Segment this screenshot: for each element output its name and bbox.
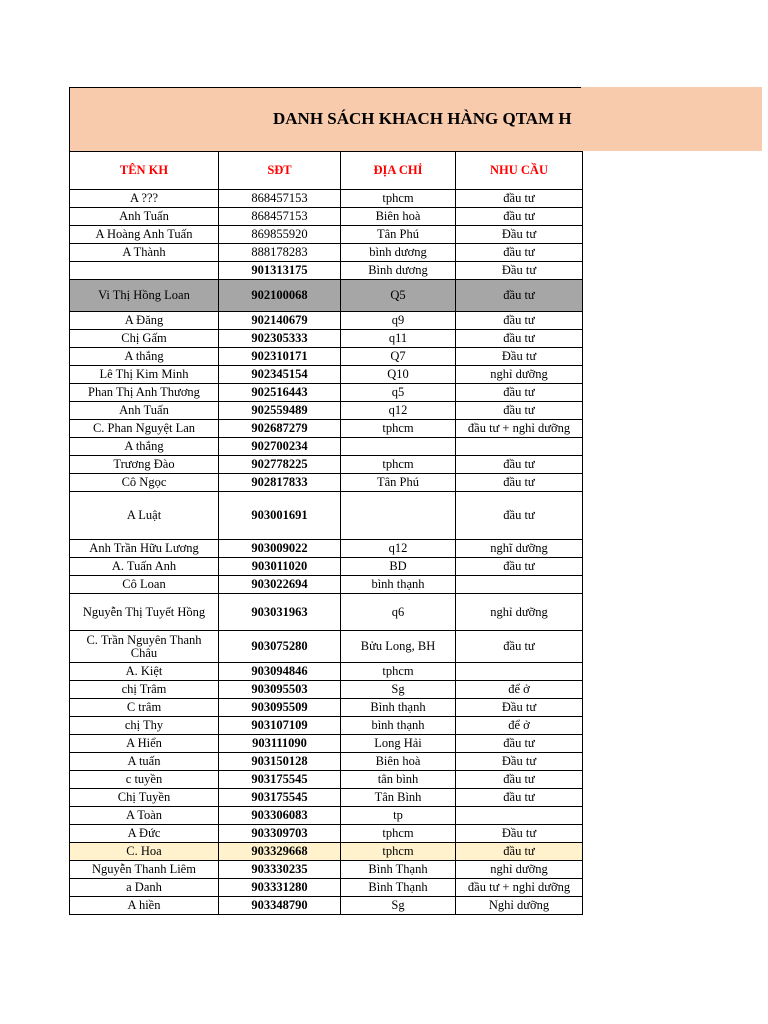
table-row bbox=[70, 594, 583, 631]
table-row bbox=[70, 789, 583, 807]
table-row bbox=[70, 807, 583, 825]
cell-need[interactable]: Đầu tư bbox=[456, 226, 583, 244]
cell-need[interactable] bbox=[456, 663, 583, 681]
cell-phone[interactable]: 903175545 bbox=[219, 771, 341, 789]
table-row bbox=[70, 861, 583, 879]
cell-name[interactable]: chị Trâm bbox=[70, 681, 219, 699]
cell-phone[interactable]: 902687279 bbox=[219, 420, 341, 438]
cell-address[interactable]: Bửu Long, BH bbox=[341, 631, 456, 663]
cell-need[interactable]: đầu tư bbox=[456, 402, 583, 420]
cell-need[interactable]: đầu tư bbox=[456, 735, 583, 753]
cell-need[interactable]: Đầu tư bbox=[456, 753, 583, 771]
cell-address[interactable]: Long Hải bbox=[341, 735, 456, 753]
cell-need[interactable]: đầu tư bbox=[456, 558, 583, 576]
cell-name[interactable]: A. Kiệt bbox=[70, 663, 219, 681]
cell-need[interactable]: đầu tư bbox=[456, 789, 583, 807]
cell-address[interactable]: Biên hoà bbox=[341, 753, 456, 771]
cell-phone[interactable]: 903329668 bbox=[219, 843, 341, 861]
cell-phone[interactable]: 903331280 bbox=[219, 879, 341, 897]
cell-address[interactable]: Biên hoà bbox=[341, 208, 456, 226]
cell-name[interactable] bbox=[70, 262, 219, 280]
cell-need[interactable] bbox=[456, 438, 583, 456]
table-row bbox=[70, 348, 583, 366]
table-row bbox=[70, 312, 583, 330]
header-row bbox=[70, 152, 583, 190]
cell-address[interactable]: Tân Phú bbox=[341, 474, 456, 492]
table-row-highlighted bbox=[70, 843, 583, 861]
cell-phone[interactable]: 903011020 bbox=[219, 558, 341, 576]
cell-name[interactable]: Cô Ngọc bbox=[70, 474, 219, 492]
cell-need[interactable]: đầu tư bbox=[456, 244, 583, 262]
cell-need[interactable]: đầu tư bbox=[456, 474, 583, 492]
cell-address[interactable]: bình thạnh bbox=[341, 717, 456, 735]
cell-phone[interactable]: 903175545 bbox=[219, 789, 341, 807]
cell-name[interactable]: A hiền bbox=[70, 897, 219, 915]
cell-address[interactable]: Bình dương bbox=[341, 262, 456, 280]
cell-address[interactable]: Q7 bbox=[341, 348, 456, 366]
table-row bbox=[70, 474, 583, 492]
cell-address[interactable]: Bình Thạnh bbox=[341, 861, 456, 879]
cell-name[interactable]: A thắng bbox=[70, 348, 219, 366]
cell-name[interactable]: Chị Tuyền bbox=[70, 789, 219, 807]
cell-name[interactable]: Anh Trần Hữu Lương bbox=[70, 540, 219, 558]
cell-name[interactable]: C. Hoa bbox=[70, 843, 219, 861]
cell-address[interactable]: Q5 bbox=[341, 280, 456, 312]
cell-phone[interactable]: 902817833 bbox=[219, 474, 341, 492]
cell-phone[interactable]: 903095503 bbox=[219, 681, 341, 699]
table-row bbox=[70, 558, 583, 576]
cell-need[interactable]: nghỉ dưỡng bbox=[456, 366, 583, 384]
table-row bbox=[70, 663, 583, 681]
cell-phone[interactable]: 903095509 bbox=[219, 699, 341, 717]
cell-phone[interactable]: 902700234 bbox=[219, 438, 341, 456]
cell-phone[interactable]: 902100068 bbox=[219, 280, 341, 312]
cell-address[interactable]: tphcm bbox=[341, 456, 456, 474]
cell-phone[interactable]: 903001691 bbox=[219, 492, 341, 540]
table-row bbox=[70, 190, 583, 208]
cell-name[interactable]: Trương Đào bbox=[70, 456, 219, 474]
table-row bbox=[70, 492, 583, 540]
cell-name[interactable]: Lê Thị Kim Minh bbox=[70, 366, 219, 384]
cell-name[interactable]: A Luật bbox=[70, 492, 219, 540]
cell-need[interactable]: đầu tư bbox=[456, 492, 583, 540]
table-row bbox=[70, 208, 583, 226]
cell-phone[interactable]: 903031963 bbox=[219, 594, 341, 631]
cell-address[interactable]: tphcm bbox=[341, 420, 456, 438]
table-row bbox=[70, 540, 583, 558]
cell-phone[interactable]: 902778225 bbox=[219, 456, 341, 474]
cell-name[interactable]: A ??? bbox=[70, 190, 219, 208]
cell-need[interactable]: đầu tư bbox=[456, 330, 583, 348]
table-row bbox=[70, 384, 583, 402]
cell-address[interactable]: Bình Thạnh bbox=[341, 879, 456, 897]
table-row bbox=[70, 879, 583, 897]
cell-name[interactable]: Vi Thị Hồng Loan bbox=[70, 280, 219, 312]
cell-need[interactable]: đầu tư bbox=[456, 384, 583, 402]
cell-phone[interactable]: 903330235 bbox=[219, 861, 341, 879]
header-need[interactable]: NHU CẦU bbox=[456, 152, 583, 190]
cell-need[interactable]: đầu tư bbox=[456, 631, 583, 663]
cell-phone[interactable]: 902305333 bbox=[219, 330, 341, 348]
cell-address[interactable]: tân bình bbox=[341, 771, 456, 789]
cell-need[interactable]: nghỉ dưỡng bbox=[456, 861, 583, 879]
cell-phone[interactable]: 903094846 bbox=[219, 663, 341, 681]
cell-name[interactable]: c tuyền bbox=[70, 771, 219, 789]
cell-name[interactable]: Anh Tuấn bbox=[70, 208, 219, 226]
cell-address[interactable]: Q10 bbox=[341, 366, 456, 384]
cell-address[interactable]: Tân Bình bbox=[341, 789, 456, 807]
table-row bbox=[70, 456, 583, 474]
cell-need[interactable]: nghỉ dưỡng bbox=[456, 594, 583, 631]
cell-address[interactable]: tphcm bbox=[341, 663, 456, 681]
cell-phone[interactable]: 901313175 bbox=[219, 262, 341, 280]
table-row bbox=[70, 753, 583, 771]
table-row bbox=[70, 681, 583, 699]
cell-name[interactable]: C trâm bbox=[70, 699, 219, 717]
cell-phone[interactable]: 868457153 bbox=[219, 190, 341, 208]
cell-need[interactable]: đầu tư + nghỉ dưỡng bbox=[456, 879, 583, 897]
customer-table bbox=[69, 151, 583, 915]
cell-address[interactable]: q5 bbox=[341, 384, 456, 402]
cell-need[interactable]: để ở bbox=[456, 681, 583, 699]
table-row bbox=[70, 438, 583, 456]
sheet-title: DANH SÁCH KHACH HÀNG QTAM H bbox=[273, 109, 572, 128]
cell-name[interactable]: Nguyễn Thanh Liêm bbox=[70, 861, 219, 879]
cell-address[interactable]: Sg bbox=[341, 897, 456, 915]
cell-need[interactable]: Đầu tư bbox=[456, 348, 583, 366]
table-row bbox=[70, 825, 583, 843]
cell-name[interactable]: Chị Gấm bbox=[70, 330, 219, 348]
cell-need[interactable]: Đầu tư bbox=[456, 699, 583, 717]
cell-need[interactable] bbox=[456, 576, 583, 594]
cell-address[interactable]: q9 bbox=[341, 312, 456, 330]
cell-need[interactable]: để ở bbox=[456, 717, 583, 735]
cell-need[interactable]: Đầu tư bbox=[456, 825, 583, 843]
cell-address[interactable]: q12 bbox=[341, 402, 456, 420]
cell-need[interactable]: Nghỉ dưỡng bbox=[456, 897, 583, 915]
cell-address[interactable]: Sg bbox=[341, 681, 456, 699]
cell-phone[interactable]: 902310171 bbox=[219, 348, 341, 366]
header-phone[interactable]: SĐT bbox=[219, 152, 341, 190]
table-row bbox=[70, 699, 583, 717]
cell-name[interactable]: A Hiển bbox=[70, 735, 219, 753]
cell-phone[interactable]: 903107109 bbox=[219, 717, 341, 735]
cell-name[interactable]: C. Phan Nguyệt Lan bbox=[70, 420, 219, 438]
cell-phone[interactable]: 903111090 bbox=[219, 735, 341, 753]
table-row bbox=[70, 631, 583, 663]
table-row bbox=[70, 420, 583, 438]
cell-address[interactable]: q11 bbox=[341, 330, 456, 348]
table-row bbox=[70, 226, 583, 244]
cell-address[interactable]: q12 bbox=[341, 540, 456, 558]
cell-address[interactable]: BD bbox=[341, 558, 456, 576]
table-row bbox=[70, 735, 583, 753]
cell-phone[interactable]: 903009022 bbox=[219, 540, 341, 558]
cell-phone[interactable]: 903022694 bbox=[219, 576, 341, 594]
cell-phone[interactable]: 903150128 bbox=[219, 753, 341, 771]
cell-need[interactable]: đầu tư bbox=[456, 280, 583, 312]
cell-need[interactable]: đầu tư bbox=[456, 843, 583, 861]
cell-address[interactable]: tphcm bbox=[341, 843, 456, 861]
cell-need[interactable]: đầu tư bbox=[456, 771, 583, 789]
cell-name[interactable]: Cô Loan bbox=[70, 576, 219, 594]
cell-name[interactable]: A. Tuấn Anh bbox=[70, 558, 219, 576]
cell-name[interactable]: C. Trần Nguyên Thanh Châu bbox=[70, 631, 219, 663]
table-row bbox=[70, 402, 583, 420]
cell-phone[interactable]: 903306083 bbox=[219, 807, 341, 825]
cell-phone[interactable]: 902140679 bbox=[219, 312, 341, 330]
cell-address[interactable]: tp bbox=[341, 807, 456, 825]
cell-phone[interactable]: 868457153 bbox=[219, 208, 341, 226]
table-row bbox=[70, 330, 583, 348]
table-row bbox=[70, 262, 583, 280]
cell-name[interactable]: A Toàn bbox=[70, 807, 219, 825]
cell-name[interactable]: A thắng bbox=[70, 438, 219, 456]
cell-name[interactable]: Phan Thị Anh Thương bbox=[70, 384, 219, 402]
table-row bbox=[70, 576, 583, 594]
cell-name[interactable]: chị Thy bbox=[70, 717, 219, 735]
cell-name[interactable]: A Hoàng Anh Tuấn bbox=[70, 226, 219, 244]
table-row bbox=[70, 771, 583, 789]
cell-address[interactable]: Tân Phú bbox=[341, 226, 456, 244]
cell-need[interactable]: Đầu tư bbox=[456, 262, 583, 280]
cell-phone[interactable]: 902345154 bbox=[219, 366, 341, 384]
table-row bbox=[70, 366, 583, 384]
cell-name[interactable]: A Đức bbox=[70, 825, 219, 843]
cell-phone[interactable]: 902559489 bbox=[219, 402, 341, 420]
cell-address[interactable]: tphcm bbox=[341, 825, 456, 843]
cell-name[interactable]: A Đăng bbox=[70, 312, 219, 330]
cell-phone[interactable]: 903348790 bbox=[219, 897, 341, 915]
cell-need[interactable]: đầu tư + nghỉ dưỡng bbox=[456, 420, 583, 438]
cell-phone[interactable]: 902516443 bbox=[219, 384, 341, 402]
cell-need[interactable]: đầu tư bbox=[456, 190, 583, 208]
cell-phone[interactable]: 888178283 bbox=[219, 244, 341, 262]
cell-address[interactable] bbox=[341, 492, 456, 540]
cell-address[interactable]: bình dương bbox=[341, 244, 456, 262]
cell-phone[interactable]: 903309703 bbox=[219, 825, 341, 843]
header-address[interactable]: ĐỊA CHỈ bbox=[341, 152, 456, 190]
cell-name[interactable]: Anh Tuấn bbox=[70, 402, 219, 420]
table-row bbox=[70, 897, 583, 915]
cell-need[interactable]: đầu tư bbox=[456, 456, 583, 474]
cell-need[interactable]: đầu tư bbox=[456, 208, 583, 226]
cell-address[interactable]: bình thạnh bbox=[341, 576, 456, 594]
cell-phone[interactable]: 903075280 bbox=[219, 631, 341, 663]
cell-address[interactable]: Bình thạnh bbox=[341, 699, 456, 717]
cell-address[interactable]: q6 bbox=[341, 594, 456, 631]
cell-need[interactable]: đầu tư bbox=[456, 312, 583, 330]
header-name[interactable]: TÊN KH bbox=[70, 152, 219, 190]
cell-name[interactable]: Nguyễn Thị Tuyết Hồng bbox=[70, 594, 219, 631]
cell-name[interactable]: A Thành bbox=[70, 244, 219, 262]
table-row bbox=[70, 280, 583, 312]
cell-need[interactable]: nghĩ dưỡng bbox=[456, 540, 583, 558]
cell-phone[interactable]: 869855920 bbox=[219, 226, 341, 244]
table-row bbox=[70, 244, 583, 262]
cell-need[interactable] bbox=[456, 807, 583, 825]
sheet-title-cell[interactable] bbox=[69, 87, 581, 151]
table-row bbox=[70, 717, 583, 735]
cell-address[interactable] bbox=[341, 438, 456, 456]
cell-name[interactable]: A tuấn bbox=[70, 753, 219, 771]
cell-address[interactable]: tphcm bbox=[341, 190, 456, 208]
cell-name[interactable]: a Danh bbox=[70, 879, 219, 897]
